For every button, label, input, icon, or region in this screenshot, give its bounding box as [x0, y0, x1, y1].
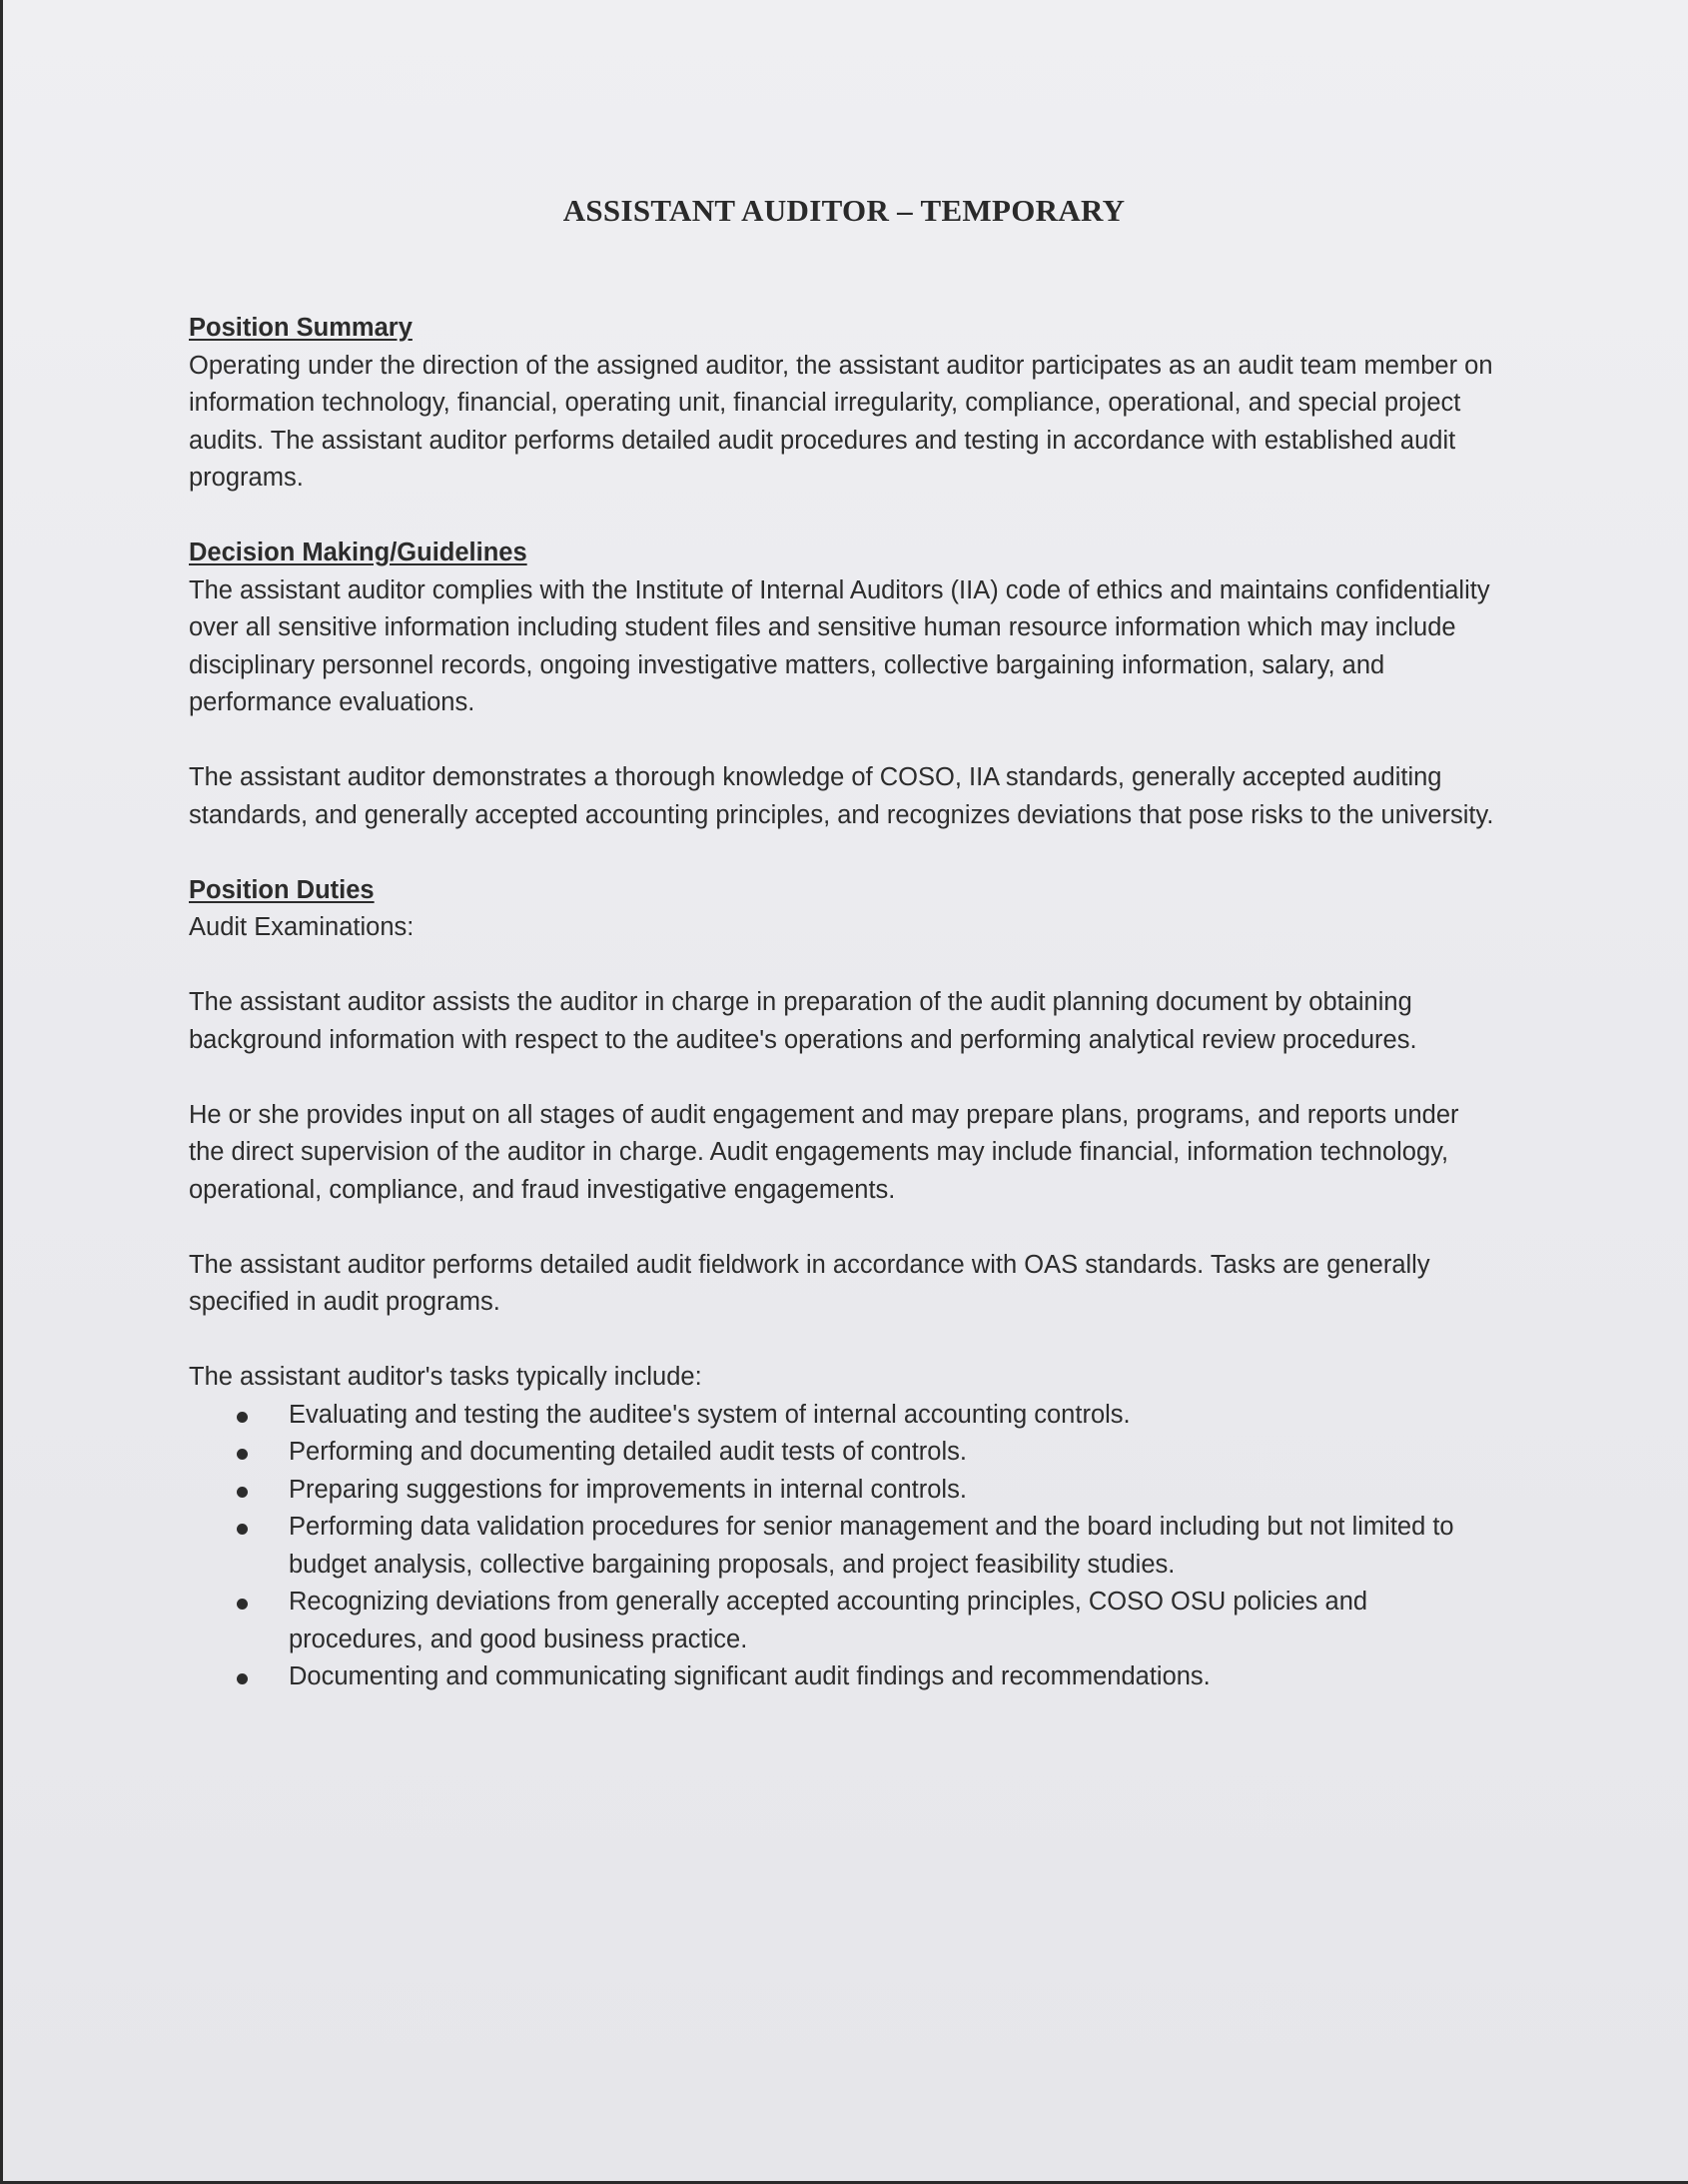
bullet-icon [237, 1524, 248, 1535]
position-duties-paragraph-1: The assistant auditor assists the auditor in charge in preparation of the audit planning document by obtaining background information with respect to the auditee's operations and performing analytical review procedures. [189, 988, 1417, 1054]
decision-making-paragraph-2: The assistant auditor demonstrates a thorough knowledge of COSO, IIA standards, generally accepted auditing standards, and generally accepted accounting principles, and recognizes deviations that pose risks to the university. [189, 763, 1494, 829]
tasks-list [189, 1397, 1497, 1696]
decision-making-paragraph-1: The assistant auditor complies with the Institute of Internal Auditors (IIA) code of ethics and maintains confidentiality over all sensitive information including student files and sensitive human resource information which may include disciplinary personnel records, ongoing investigative matters, collective bargaining information, salary, and performance evaluations. [189, 575, 1490, 716]
spacer [189, 722, 1497, 760]
list-item [189, 1472, 1497, 1510]
bullet-icon [237, 1412, 248, 1423]
list-item [189, 1658, 1497, 1696]
task-text: Performing and documenting detailed audit tests of controls. [289, 1438, 967, 1466]
position-summary-heading: Position Summary [189, 314, 413, 342]
spacer [189, 1059, 1497, 1097]
position-duties-paragraph-3: The assistant auditor performs detailed audit fieldwork in accordance with OAS standards. Tasks are generally specified in audit programs. [189, 1250, 1430, 1316]
list-item [189, 1584, 1497, 1658]
spacer [189, 947, 1497, 985]
list-item [189, 1509, 1497, 1584]
spacer [189, 1322, 1497, 1360]
list-item [189, 1397, 1497, 1435]
spacer [189, 498, 1497, 536]
task-text: Recognizing deviations from generally accepted accounting principles, COSO OSU policies and procedures, and good business practice. [289, 1588, 1368, 1653]
spacer [189, 834, 1497, 872]
spacer [189, 1209, 1497, 1247]
document-title: ASSISTANT AUDITOR – TEMPORARY [562, 193, 1126, 228]
bullet-icon [237, 1599, 248, 1610]
bullet-icon [237, 1449, 248, 1460]
decision-making-heading: Decision Making/Guidelines [189, 539, 527, 566]
document-body [189, 310, 1497, 1696]
tasks-intro: The assistant auditor's tasks typically include: [189, 1363, 702, 1391]
task-text: Preparing suggestions for improvements in internal controls. [289, 1475, 967, 1504]
audit-examinations-subheading: Audit Examinations: [189, 913, 415, 941]
bullet-icon [237, 1487, 248, 1498]
position-summary-paragraph: Operating under the direction of the assigned auditor, the assistant auditor participates as an audit team member on information technology, financial, operating unit, financial irregularity, compliance, operational, and special project audits. The assistant auditor performs detailed audit procedures and testing in accordance with established audit programs. [189, 351, 1493, 492]
position-duties-paragraph-2: He or she provides input on all stages of audit engagement and may prepare plans, programs, and reports under the direct supervision of the auditor in charge. Audit engagements may include financial, information technology, operational, compliance, and fraud investigative engagements. [189, 1100, 1459, 1204]
task-text: Evaluating and testing the auditee's system of internal accounting controls. [289, 1400, 1131, 1429]
list-item [189, 1434, 1497, 1472]
bullet-icon [237, 1673, 248, 1684]
task-text: Performing data validation procedures for senior management and the board including but not limited to budget analysis, collective bargaining proposals, and project feasibility studies. [289, 1513, 1454, 1579]
position-duties-heading: Position Duties [189, 875, 375, 904]
task-text: Documenting and communicating significant audit findings and recommendations. [289, 1662, 1211, 1690]
